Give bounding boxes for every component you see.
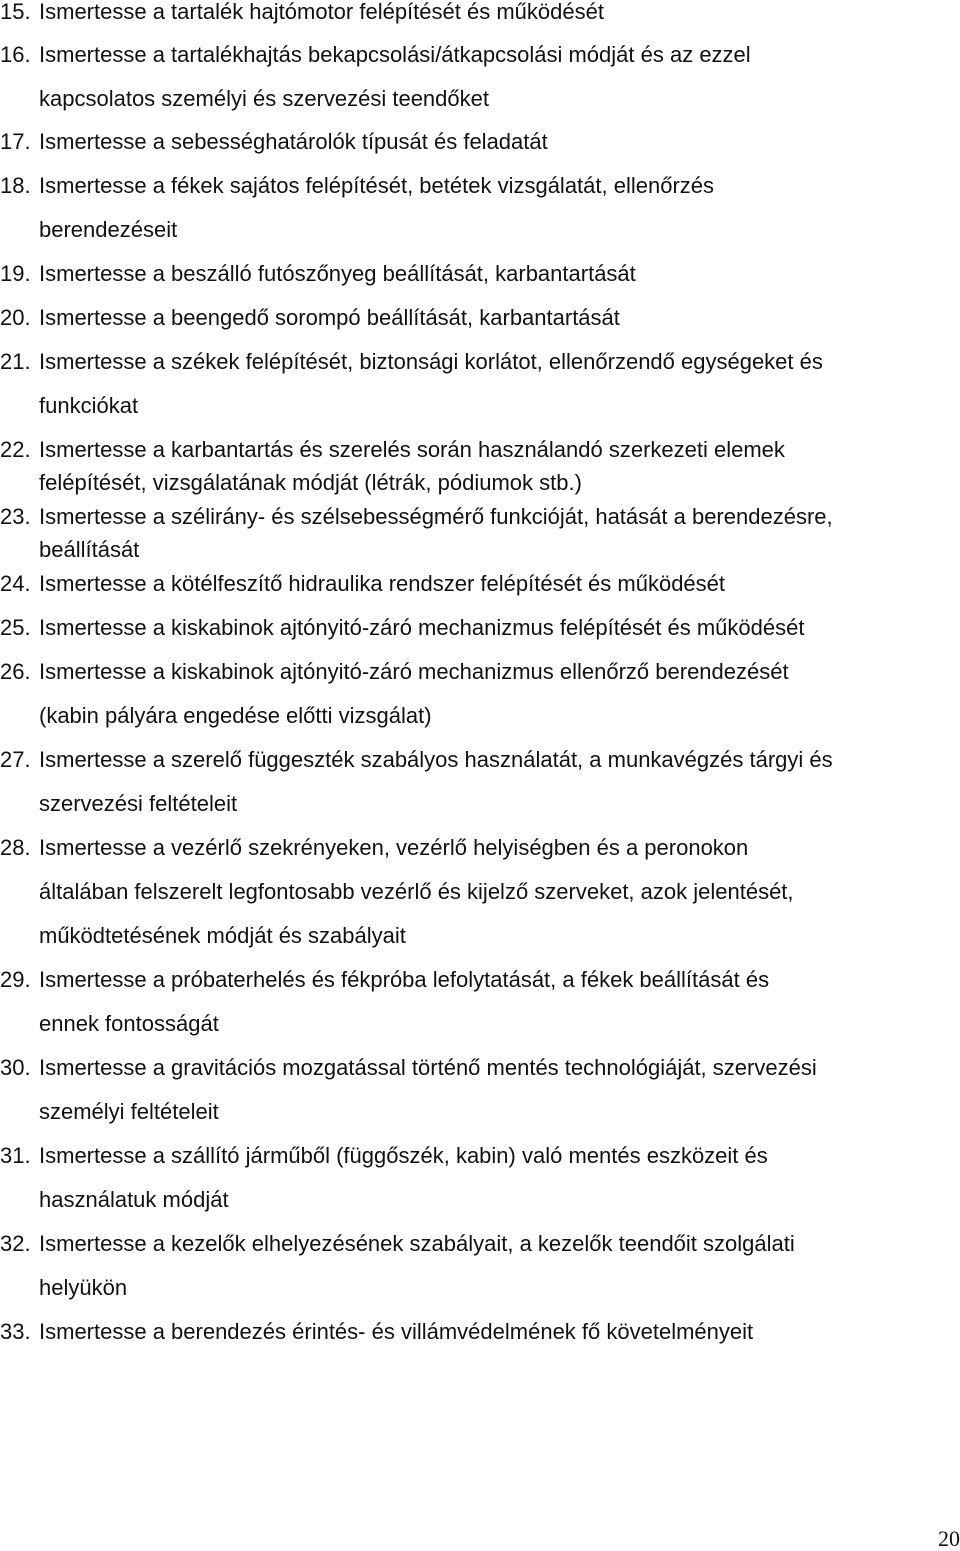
- item-text: Ismertesse a szélirány- és szélsebességmérő funkcióját, hatását a berendezésre,: [39, 504, 833, 529]
- item-text: működtetésének módját és szabályait: [39, 923, 406, 948]
- item-text: berendezéseit: [39, 217, 178, 242]
- item-text: szervezési feltételeit: [39, 791, 238, 816]
- item-text: Ismertesse a tartalék hajtómotor felépítését és működését: [39, 0, 604, 24]
- item-number: 23.: [0, 504, 31, 529]
- item-number: 17.: [0, 129, 31, 154]
- item-text: Ismertesse a karbantartás és szerelés során használandó szerkezeti elemek: [39, 437, 785, 462]
- item-number: 18.: [0, 173, 31, 198]
- item-text: funkciókat: [39, 393, 139, 418]
- item-text: általában felszerelt legfontosabb vezérlő és kijelző szerveket, azok jelentését,: [39, 879, 794, 904]
- item-number: 20.: [0, 305, 31, 330]
- item-text: Ismertesse a kötélfeszítő hidraulika rendszer felépítését és működését: [39, 571, 726, 596]
- item-text: Ismertesse a próbaterhelés és fékpróba lefolytatását, a fékek beállítását és: [39, 967, 770, 992]
- item-text: Ismertesse a sebességhatárolók típusát és feladatát: [39, 129, 548, 154]
- item-number: 26.: [0, 659, 31, 684]
- item-number: 30.: [0, 1055, 31, 1080]
- item-number: 22.: [0, 437, 31, 462]
- item-number: 16.: [0, 42, 31, 67]
- item-text: kapcsolatos személyi és szervezési teendőket: [39, 86, 489, 111]
- item-text: Ismertesse a szállító járműből (függőszék, kabin) való mentés eszközeit és: [39, 1143, 768, 1168]
- item-text: Ismertesse a gravitációs mozgatással történő mentés technológiáját, szervezési: [39, 1055, 817, 1080]
- item-number: 28.: [0, 835, 31, 860]
- item-text: felépítését, vizsgálatának módját (létrák, pódiumok stb.): [39, 470, 582, 495]
- item-text: Ismertesse a beszálló futószőnyeg beállítását, karbantartását: [39, 261, 636, 286]
- item-number: 32.: [0, 1231, 31, 1256]
- item-text: Ismertesse a kiskabinok ajtónyitó-záró mechanizmus ellenőrző berendezését: [39, 659, 789, 684]
- item-number: 33.: [0, 1319, 31, 1344]
- item-number: 15.: [0, 0, 31, 24]
- item-text: használatuk módját: [39, 1187, 229, 1212]
- item-text: beállítását: [39, 537, 140, 562]
- item-text: Ismertesse a berendezés érintés- és villámvédelmének fő követelményeit: [39, 1319, 754, 1344]
- item-number: 27.: [0, 747, 31, 772]
- item-text: személyi feltételeit: [39, 1099, 219, 1124]
- item-number: 29.: [0, 967, 31, 992]
- item-number: 21.: [0, 349, 31, 374]
- item-text: (kabin pályára engedése előtti vizsgálat): [39, 703, 432, 728]
- item-text: Ismertesse a beengedő sorompó beállítását, karbantartását: [39, 305, 620, 330]
- item-number: 24.: [0, 571, 31, 596]
- item-number: 31.: [0, 1143, 31, 1168]
- page-number: 20: [938, 1526, 960, 1551]
- item-text: helyükön: [39, 1275, 128, 1300]
- item-text: ennek fontosságát: [39, 1011, 219, 1036]
- item-text: Ismertesse a székek felépítését, biztonsági korlátot, ellenőrzendő egységeket és: [39, 349, 823, 374]
- item-text: Ismertesse a vezérlő szekrényeken, vezérlő helyiségben és a peronokon: [39, 835, 749, 860]
- item-text: Ismertesse a kiskabinok ajtónyitó-záró mechanizmus felépítését és működését: [39, 615, 805, 640]
- item-number: 19.: [0, 261, 31, 286]
- item-text: Ismertesse a szerelő függeszték szabályos használatát, a munkavégzés tárgyi és: [39, 747, 833, 772]
- item-number: 25.: [0, 615, 31, 640]
- item-text: Ismertesse a fékek sajátos felépítését, betétek vizsgálatát, ellenőrzés: [39, 173, 715, 198]
- item-text: Ismertesse a kezelők elhelyezésének szabályait, a kezelők teendőit szolgálati: [39, 1231, 795, 1256]
- item-text: Ismertesse a tartalékhajtás bekapcsolási/átkapcsolási módját és az ezzel: [39, 42, 751, 67]
